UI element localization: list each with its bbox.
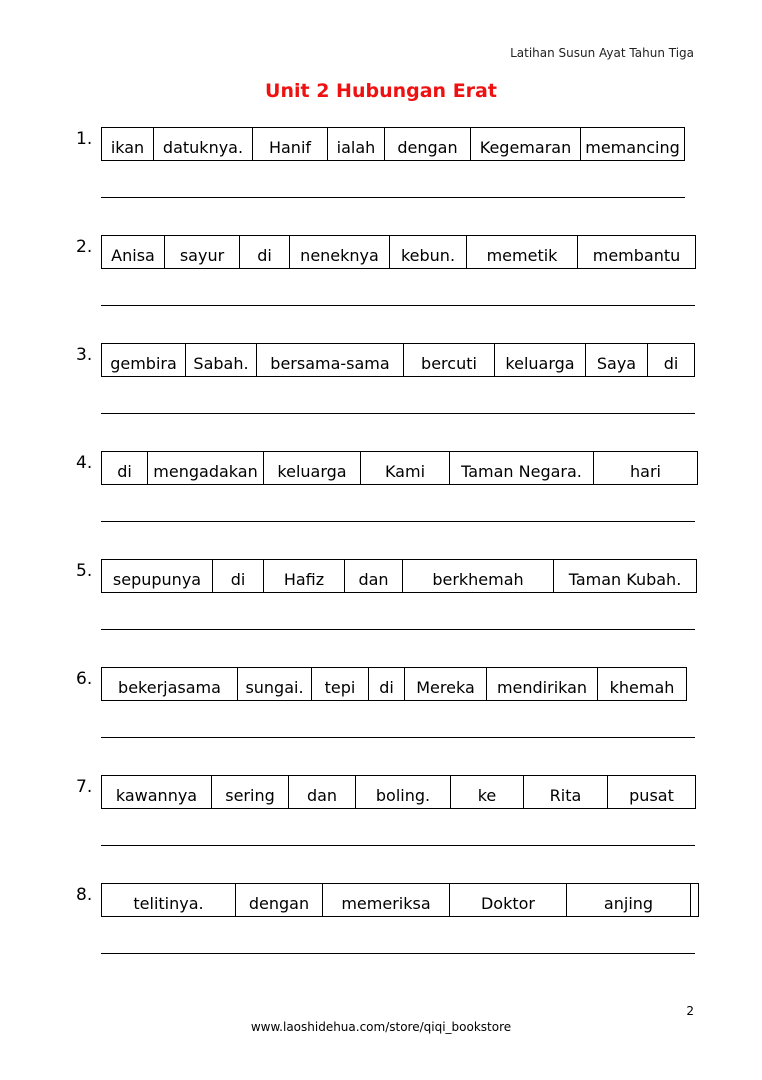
word-cell[interactable]: gembira (102, 344, 186, 376)
question-number: 6. (76, 669, 93, 689)
exercise-7 (0, 775, 762, 845)
word-cell[interactable]: membantu (578, 236, 696, 268)
exercise-1 (0, 127, 762, 197)
word-row (101, 883, 699, 917)
word-cell[interactable] (691, 884, 699, 916)
word-cell[interactable]: Taman Kubah. (554, 560, 697, 592)
word-cell[interactable]: sering (212, 776, 289, 808)
page-number: 2 (686, 1004, 694, 1018)
answer-line[interactable] (101, 521, 695, 522)
question-number: 2. (76, 237, 93, 257)
word-row (101, 343, 695, 377)
question-number: 4. (76, 453, 93, 473)
word-cell[interactable]: boling. (356, 776, 451, 808)
question-number: 1. (76, 129, 93, 149)
question-number: 7. (76, 777, 93, 797)
word-cell[interactable]: mendirikan (487, 668, 598, 700)
word-cell[interactable]: Sabah. (186, 344, 257, 376)
word-cell[interactable]: Rita (524, 776, 608, 808)
word-cell[interactable]: Saya (586, 344, 648, 376)
word-cell[interactable]: ke (451, 776, 524, 808)
word-cell[interactable]: Mereka (405, 668, 487, 700)
exercise-2 (0, 235, 762, 305)
answer-line[interactable] (101, 413, 695, 414)
word-cell[interactable]: khemah (598, 668, 687, 700)
word-cell[interactable]: memancing (581, 128, 685, 160)
word-cell[interactable]: hari (594, 452, 698, 484)
word-cell[interactable]: di (213, 560, 264, 592)
word-cell[interactable]: keluarga (495, 344, 586, 376)
footer-url[interactable]: www.laoshidehua.com/store/qiqi_bookstore (250, 1020, 512, 1034)
word-row (101, 667, 687, 701)
exercise-4 (0, 451, 762, 521)
exercise-5 (0, 559, 762, 629)
word-cell[interactable]: Anisa (102, 236, 165, 268)
word-cell[interactable]: kebun. (390, 236, 467, 268)
word-cell[interactable]: dengan (236, 884, 323, 916)
word-row (101, 127, 685, 161)
word-cell[interactable]: Kami (361, 452, 450, 484)
word-cell[interactable]: sungai. (238, 668, 312, 700)
word-row (101, 451, 698, 485)
word-cell[interactable]: anjing (567, 884, 691, 916)
word-cell[interactable]: Taman Negara. (450, 452, 594, 484)
question-number: 5. (76, 561, 93, 581)
word-cell[interactable]: keluarga (264, 452, 361, 484)
word-cell[interactable]: ikan (102, 128, 154, 160)
word-row (101, 559, 697, 593)
word-cell[interactable]: Doktor (450, 884, 567, 916)
unit-title: Unit 2 Hubungan Erat (265, 80, 497, 102)
exercise-6 (0, 667, 762, 737)
word-cell[interactable]: ialah (328, 128, 385, 160)
word-cell[interactable]: berkhemah (403, 560, 554, 592)
word-cell[interactable]: datuknya. (154, 128, 253, 160)
word-cell[interactable]: Hafiz (264, 560, 345, 592)
word-cell[interactable]: Kegemaran (471, 128, 581, 160)
word-cell[interactable]: dan (345, 560, 403, 592)
word-cell[interactable]: di (240, 236, 290, 268)
word-cell[interactable]: bercuti (404, 344, 495, 376)
question-number: 3. (76, 345, 93, 365)
word-cell[interactable]: memetik (467, 236, 578, 268)
answer-line[interactable] (101, 953, 695, 954)
word-cell[interactable]: di (102, 452, 148, 484)
word-cell[interactable]: bekerjasama (102, 668, 238, 700)
word-cell[interactable]: kawannya (102, 776, 212, 808)
exercise-8 (0, 883, 762, 953)
exercise-3 (0, 343, 762, 413)
header-note: Latihan Susun Ayat Tahun Tiga (510, 46, 694, 60)
word-cell[interactable]: sayur (165, 236, 240, 268)
word-cell[interactable]: tepi (312, 668, 369, 700)
answer-line[interactable] (101, 845, 695, 846)
question-number: 8. (76, 885, 93, 905)
word-row (101, 775, 696, 809)
word-cell[interactable]: neneknya (290, 236, 390, 268)
word-row (101, 235, 696, 269)
answer-line[interactable] (101, 629, 695, 630)
word-cell[interactable]: dengan (385, 128, 471, 160)
answer-line[interactable] (101, 197, 685, 198)
word-cell[interactable]: sepupunya (102, 560, 213, 592)
word-cell[interactable]: memeriksa (323, 884, 450, 916)
word-cell[interactable]: di (648, 344, 695, 376)
word-cell[interactable]: bersama-sama (257, 344, 404, 376)
word-cell[interactable]: telitinya. (102, 884, 236, 916)
word-cell[interactable]: Hanif (253, 128, 328, 160)
word-cell[interactable]: di (369, 668, 405, 700)
word-cell[interactable]: pusat (608, 776, 696, 808)
word-cell[interactable]: mengadakan (148, 452, 264, 484)
word-cell[interactable]: dan (289, 776, 356, 808)
answer-line[interactable] (101, 305, 695, 306)
answer-line[interactable] (101, 737, 695, 738)
